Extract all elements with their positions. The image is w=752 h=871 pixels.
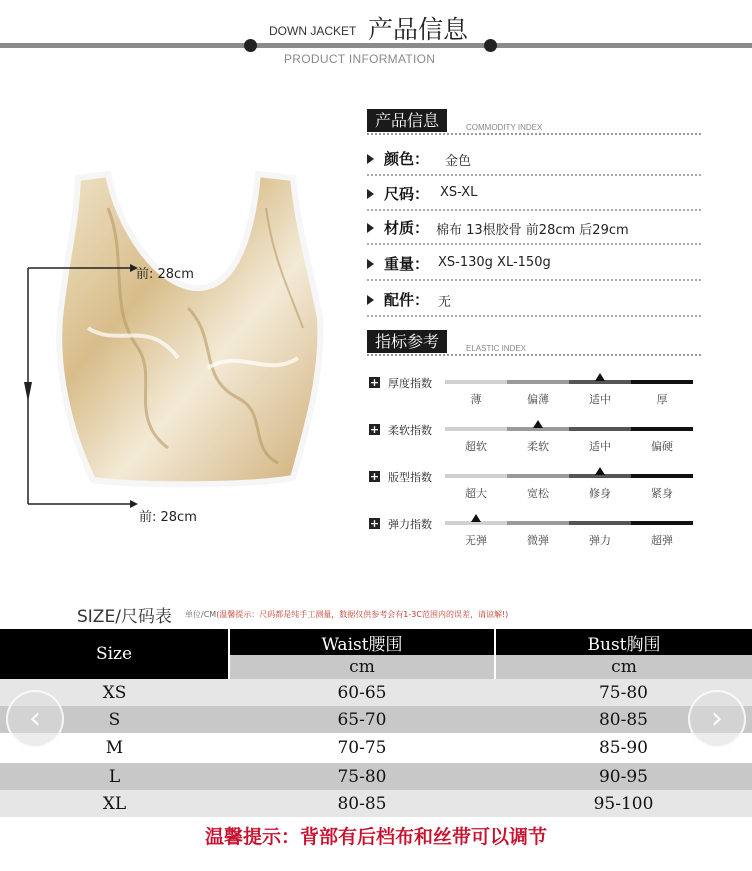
spec-value: XS-XL [440, 185, 478, 200]
cell-size: S [108, 709, 121, 730]
cell-bust: 90-95 [598, 766, 648, 787]
spec-value: 棉布 13根胶骨 前28cm 后29cm [436, 223, 629, 238]
cell-bust: 85-90 [598, 738, 648, 758]
plus-icon: + [369, 470, 380, 483]
cell-waist: 70-75 [337, 738, 387, 758]
commodity-heading: 产品信息 [367, 109, 447, 132]
index-level-label: 微弹 [527, 534, 549, 547]
index-level-label: 适中 [589, 393, 611, 406]
size-unit-note: 单位/CM [185, 610, 217, 619]
spec-label: 尺码： [384, 185, 430, 203]
cell-waist: 65-70 [337, 709, 387, 730]
index-level-label: 偏薄 [527, 393, 549, 406]
index-level-label: 宽松 [527, 487, 549, 500]
index-segment [631, 427, 693, 431]
unit-bust: cm [495, 655, 752, 679]
size-warning: (温馨提示：尺码都是纯手工测量，数据仅供参考会有1-3C范围内的误差，请谅解!) [216, 610, 509, 619]
index-row [367, 517, 697, 561]
table-row [0, 733, 752, 763]
cell-size: XL [102, 793, 127, 814]
index-level-label: 超弹 [651, 534, 673, 547]
cell-bust: 80-85 [598, 709, 648, 730]
table-row [0, 679, 752, 706]
cell-waist: 80-85 [337, 793, 387, 814]
index-level-label: 超软 [465, 440, 487, 453]
bullet-icon [367, 295, 374, 305]
front-top-measure: 前: 28cm [136, 267, 194, 282]
cell-size: XS [102, 682, 127, 703]
spec-row-accessory [367, 287, 701, 315]
index-segment [507, 521, 569, 525]
spec-rule [367, 315, 701, 317]
cell-waist: 60-65 [337, 682, 387, 703]
spec-row-color [367, 146, 701, 174]
bullet-icon [367, 223, 374, 233]
table-row [0, 706, 752, 733]
col-header-waist: Waist腰围 [229, 629, 495, 655]
header-title-cn: 产品信息 [368, 15, 469, 44]
prev-image-button[interactable] [6, 690, 64, 748]
spec-row-size [367, 181, 701, 209]
index-level-label: 偏硬 [651, 440, 673, 453]
index-level-label: 修身 [589, 487, 611, 500]
next-image-button[interactable] [688, 690, 746, 748]
spec-row-weight [367, 251, 701, 279]
index-segment [507, 380, 569, 384]
bullet-icon [367, 154, 374, 164]
chevron-right-icon: › [711, 701, 723, 736]
spec-value: XS-130g XL-150g [438, 255, 551, 270]
index-name: 弹力指数 [388, 518, 432, 531]
index-name: 厚度指数 [388, 377, 432, 390]
spec-rule [367, 174, 701, 176]
chevron-left-icon: ‹ [29, 701, 41, 736]
spec-row-material [367, 215, 701, 243]
index-level-label: 无弹 [465, 534, 487, 547]
index-segment [445, 427, 507, 431]
index-segment [569, 427, 631, 431]
header-dot-left [244, 39, 257, 52]
index-name: 柔软指数 [388, 424, 432, 437]
index-marker-icon [533, 420, 543, 428]
index-level-label: 弹力 [589, 534, 611, 547]
index-segment [631, 380, 693, 384]
unit-waist: cm [229, 655, 495, 679]
bullet-icon [367, 259, 374, 269]
spec-rule [367, 243, 701, 245]
index-row [367, 423, 697, 467]
index-level-label: 薄 [470, 393, 482, 406]
header-subtitle: PRODUCT INFORMATION [284, 52, 436, 66]
spec-rule [367, 279, 701, 281]
index-name: 版型指数 [388, 471, 432, 484]
commodity-rule [367, 133, 701, 135]
commodity-heading-en: COMMODITY INDEX [466, 123, 543, 132]
plus-icon: + [369, 423, 380, 436]
col-header-size: Size [0, 629, 229, 679]
cell-waist: 75-80 [337, 766, 387, 787]
spec-value: 无 [438, 295, 452, 310]
size-title: SIZE/尺码表 [77, 607, 172, 627]
index-level-label: 紧身 [651, 487, 673, 500]
index-marker-icon [595, 373, 605, 381]
cell-bust: 95-100 [593, 793, 654, 814]
header-title-en: DOWN JACKET [269, 24, 357, 38]
elastic-rule [367, 354, 701, 356]
index-segment [631, 474, 693, 478]
index-segment [569, 521, 631, 525]
plus-icon: + [369, 517, 380, 530]
spec-label: 配件： [384, 291, 430, 309]
index-level-label: 柔软 [527, 440, 549, 453]
elastic-heading: 指标参考 [367, 330, 447, 353]
spec-rule [367, 209, 701, 211]
size-note [185, 609, 508, 620]
table-row [0, 790, 752, 817]
footer-note: 温馨提示：背部有后档布和丝带可以调节 [204, 826, 547, 848]
index-segment [631, 521, 693, 525]
index-level-label: 厚 [656, 393, 668, 406]
cell-size: L [108, 766, 121, 787]
measure-guides [20, 262, 140, 512]
spec-label: 重量： [384, 255, 430, 273]
index-segment [445, 474, 507, 478]
index-marker-icon [471, 514, 481, 522]
size-table [0, 629, 752, 817]
index-marker-icon [595, 467, 605, 475]
index-segment [507, 474, 569, 478]
index-level-label: 适中 [589, 440, 611, 453]
bullet-icon [367, 189, 374, 199]
header-dot-right [484, 39, 497, 52]
front-bottom-measure: 前: 28cm [139, 510, 197, 525]
elastic-heading-en: ELASTIC INDEX [466, 344, 527, 353]
index-row [367, 470, 697, 514]
index-row [367, 376, 697, 420]
cell-size: M [105, 738, 124, 758]
spec-label: 材质： [384, 219, 430, 237]
index-level-label: 超大 [465, 487, 487, 500]
table-row [0, 763, 752, 790]
spec-label: 颜色： [384, 150, 430, 168]
plus-icon: + [369, 376, 380, 389]
spec-value: 金色 [445, 154, 472, 169]
index-segment [445, 380, 507, 384]
cell-bust: 75-80 [598, 682, 648, 703]
col-header-bust: Bust胸围 [495, 629, 752, 655]
